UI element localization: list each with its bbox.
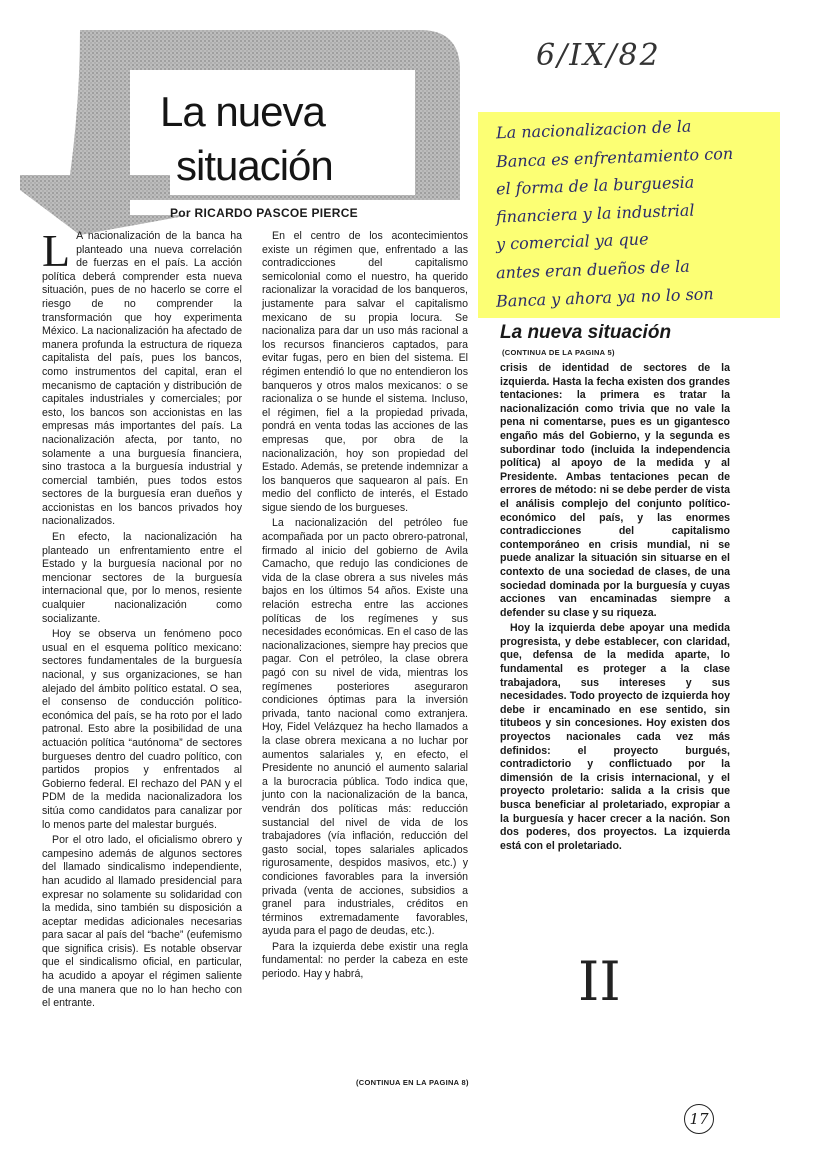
sticky-note-line: La nacionalizacion de la [495,116,692,143]
sticky-note-line: y comercial ya que [495,229,649,254]
continued-note: (CONTINUA EN LA PAGINA 8) [356,1078,469,1087]
paragraph: Hoy la izquierda debe apoyar una medida progresista, y debe establecer, con claridad, que, defensa de la medida aparte, lo fundamental es proteger a la clase trabajadora, sus intereses y sus necesidades. Todo proyecto de izquierda hoy debe ir encaminado en ese sentido, sin titubeos y sin concesiones. Hoy existen dos proyectos nacionales cada vez más definidos: el proyecto burgués, contradictorio y conflictuado por la dimensión de la crisis internacional, y el proyecto proletario: salida a la crisis que busca beneficiar al proletariado, expropiar a la burguesía y hacer crecer a la nación. Son dos poderes, dos proyectos. La izquierda está con el proletariado. [500,622,730,852]
paragraph: Para la izquierda debe existir una regla fundamental: no perder la cabeza en este periodo. Hay y habrá, [262,940,468,981]
paragraph: La nacionalización del petróleo fue acompañada por un pacto obrero-patronal, firmado al inicio del gobierno de Avila Camacho, que redujo las condiciones de vida de la clase obrera a sus niveles más bajos en los últimos 54 años. Existe una relación estrecha entre las acciones políticas de los regímenes y sus necesidades económicas. En el caso de las nacionalizaciones, siempre hay precios que pagar. Con el petróleo, la clase obrera pagó con su nivel de vida, mientras los regímenes posteriores aseguraron condiciones óptimas para la inversión privada, tanto nacional como extranjera. Hoy, Fidel Velázquez ha hecho llamados a la clase obrera mexicana a no luchar por aumentos salariales y, en efecto, el Presidente no anunció el aumento salarial a la burocracia pública. Todo indica que, junto con la nacionalización de la banca, vendrán dos políticas más: reducción sustancial del nivel de vida de los trabajadores (vía inflación, reducción del gasto social, topes salariales aplicados rigurosamente, despidos masivos, etc.) y condiciones favorables para la inversión privada (venta de acciones, subsidios a granel para industriales, créditos en términos extremadamente favorables, ayuda para el pago de deudas, etc.). [262,517,468,938]
headline-line-2: situación [176,142,333,189]
sticky-note [478,112,780,318]
sticky-note-line: Banca y ahora ya no lo son [495,284,714,311]
sticky-note-line: financiera y la industrial [495,200,695,227]
paragraph: En el centro de los acontecimientos existe un régimen que, enfrentado a las contradicciones del capitalismo semicolonial como el nuestro, ha querido racionalizar la voracidad de los banqueros, justamente para salvar el capitalismo mexicano de su propia locura. Se nacionaliza para dar un uso más racional a los recursos financieros captados, para evitar fugas, pero en bien del sistema. El régimen entendió lo que no entendieron los banqueros y otros malos mexicanos: o se racionaliza o se hunde el sistema. Incluso, el régimen, fiel a la propiedad privada, pondrá en venta todas las acciones de las empresas que, por obra de la nacionalización, hoy son propiedad del Estado. Además, se pretende indemnizar a los banqueros que saquearon al país. En medio del conflicto de interés, el Estado sigue siendo de los burgueses. [262,230,468,514]
byline: Por RICARDO PASCOE PIERCE [170,206,358,220]
drop-cap: L [42,225,71,276]
handwritten-date: 6/IX/82 [536,38,661,73]
continuation-title: La nueva situación [500,322,672,343]
sticky-note-line: el forma de la burguesia [495,172,695,199]
headline-line-1: La nueva [160,88,325,135]
article-column-2 [262,230,468,984]
sticky-note-line: Banca es enfrentamiento con [495,143,734,172]
continued-from-note: (CONTINUA DE LA PAGINA 5) [502,348,615,357]
article-column-1 [42,225,242,1013]
paragraph: En efecto, la nacionalización ha planteado un enfrentamiento entre el Estado y la burguesía nacional por no mencionar sectores de la burguesía internacional que, por lo menos, resiente cualquier nacionalización como socializante. [42,531,242,625]
handwritten-roman-numeral: II [578,950,621,1013]
paragraph: Por el otro lado, el oficialismo obrero y campesino además de algunos sectores del llamado sindicalismo independiente, han acudido al llamado presidencial para expresar no solamente su solidaridad con la medida, sino también su disposición a aceptar medidas adicionales necesarias para sacar al país del “bache” (eufemismo que significa crisis). Es notable observar que el sindicalismo oficial, en particular, ha acudido a apoyar el régimen saliente de una manera que no lo han hecho con el entrante. [42,834,242,1010]
sticky-note-line: antes eran dueños de la [495,256,691,283]
paragraph: crisis de identidad de sectores de la izquierda. Hasta la fecha existen dos grandes tentaciones: la primera es tratar la nacionalización como trivia que no vale la pena ni comentarse, pues es un gigantesco engaño más del Gobierno, y la segunda es subordinar todo (incluida la independencia política) al apoyo de la medida y al Presidente. Ambas tentaciones pecan de errores de método: ni se debe perder de vista el análisis complejo del conjunto político-económico del país, y las enormes contradicciones del capitalismo contemporáneo en crisis mundial, ni se puede analizar la situación sin situarse en el contexto de una sociedad de clases, de una sociedad dominada por la burguesía y cuyas acciones van encaminadas siempre a defender su clase y su riqueza. [500,362,730,619]
paragraph: Hoy se observa un fenómeno poco usual en el esquema político mexicano: sectores fundamentales de la burguesía nacional, y sus organizaciones, se han alejado del ámbito político estatal. O sea, el consenso de conducción político-económica del país, se ha roto por el lado patronal. Esto abre la posibilidad de una actuación política “autónoma” de sectores burgueses dentro del cuadro político, con partidos propios y enfrentados al Gobierno federal. El rechazo del PAN y el PDM de la medida nacionalizadora los sitúa como candidatos para canalizar por lo menos parte del malestar burgués. [42,628,242,831]
paragraph: A nacionalización de la banca ha planteado una nueva correlación de fuerzas en el país. La acción política deberá comprender esta nueva situación, pues de no hacerlo se corre el riesgo de no comprender la transformación que hoy experimenta México. La nacionalización ha afectado de manera profunda la estructura de riqueza capitalista del país, pues los bancos, como instrumentos del capital, eran el mecanismo de captación y distribución de capitales industriales y comerciales; por esto, los bancos son accionistas en las empresas más importantes del país. La nacionalización afecta, por tanto, no solamente a una burguesía financiera, sino trastoca a la burguesía industrial y comercial también, pues todos estos sectores de la burguesía eran dueños y accionistas en los bancos privados hoy nacionalizados. [42,230,242,528]
article-column-3 [500,362,730,855]
page-number: 17 [684,1104,714,1134]
